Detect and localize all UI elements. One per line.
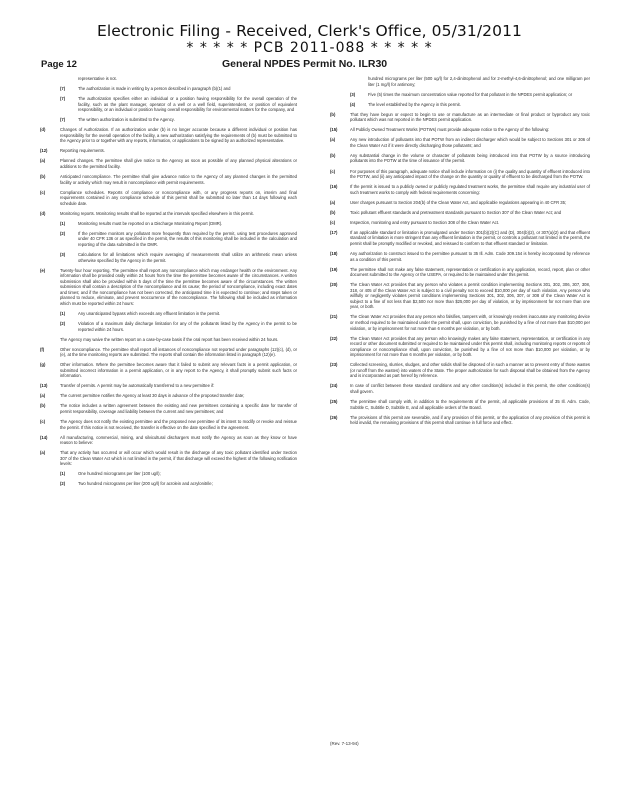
paragraph [40,321,297,332]
paragraph-marker: (f) [40,346,45,352]
revision-note: (Rev. 7-13-94) [330,741,359,746]
paragraph-text: The permittee shall not make any false statement, representation or certification in any application, record, report, plan or other document submitted to the Agency or the USEPA, or required to be maintained under this permit. [350,266,590,278]
paragraph-text: Two hundred micrograms per liter (200 ug/l) for acrolein and acrylonitrile; [78,481,213,487]
paragraph [40,117,297,123]
paragraph-text: Reporting requirements. [60,148,105,154]
paragraph-text: Other information. Where the permittee becomes aware that it failed to submit any relevant facts in a permit application, or submitted incorrect information in a permit application, or in any report to the Agency, it shall promptly submit such facts or information. [60,362,297,379]
paragraph-marker: (7) [60,117,66,123]
paragraph [40,76,297,82]
paragraph [40,148,297,154]
paragraph-text: Violation of a maximum daily discharge limitation for any of the pollutants listed by the Agency in the permit to be reported within 24 hours. [78,321,297,332]
paragraph-text: All Publicly Owned Treatment Works (POTWs) must provide adequate notice to the Agency of the following: [350,127,550,133]
paragraph-text: The Agency does not notify the existing permittee and the proposed new permittee of its intent to modify or revoke and reissue the permit. If this notice is not received, the transfer is effective on the date specified in the agreement. [60,419,297,430]
right-text-column [330,76,590,430]
paragraph [330,169,590,180]
paragraph-marker: (7) [60,86,66,92]
paragraph [330,220,590,226]
paragraph-text: The current permittee notifies the Agency at least 30 days in advance of the proposed transfer date; [60,393,245,399]
paragraph [330,92,590,98]
paragraph-text: Five (5) times the maximum concentration value reported for that pollutant in the NPDES permit application; or [368,91,573,97]
paragraph-marker: (25) [330,398,338,404]
paragraph [330,336,590,358]
paragraph-marker: (12) [40,148,48,154]
paragraph [330,383,590,394]
paragraph [40,190,297,207]
paragraph-marker: (c) [330,219,336,225]
paragraph [40,211,297,217]
paragraph-marker: (21) [330,314,338,320]
paragraph-marker: (3) [350,91,356,97]
paragraph [330,210,590,216]
paragraph-text: In case of conflict between these standard conditions and any other condition(s) included in this permit, the other condition(s) shall govern. [350,383,590,394]
paragraph-text: Planned changes. The permittee shall give notice to the Agency as soon as possible of any planned physical alterations or additions to the permitted facility. [60,158,297,170]
paragraph-text: All manufacturing, commercial, mining, and silvicultural dischargers must notify the Agency as soon as they know or have reason to believe: [60,434,297,446]
paragraph-marker: (b) [40,403,46,409]
paragraph-text: User charges pursuant to Section 204(b) of the Clean Water Act, and applicable regulations appearing in 40 CFR 35; [350,199,567,205]
paragraph-text: The written authorization is submitted to the Agency. [78,117,175,123]
paragraph-marker: (13) [40,383,48,389]
paragraph-marker: (1) [60,310,66,316]
paragraph [330,184,590,195]
paragraph [40,221,297,227]
paragraph-marker: (a) [330,137,336,143]
paragraph [40,86,297,92]
paragraph-text: Toxic pollutant effluent standards and pretreatment standards pursuant to Section 307 of the Clean Water Act; and [350,209,562,215]
paragraph-marker: (g) [40,362,46,368]
page-title: General NPDES Permit No. ILR30 [222,58,388,70]
paragraph-text: hundred micrograms per liter (500 ug/l) for 2,4-dinitrophenol and for 2-methyl-4,6-dinitrophenol; and one milligram per liter (1 mg/l) for antimony; [368,76,590,87]
paragraph-text: The Agency may waive the written report on a case-by-case basis if the oral report has been received within 24 hours. [60,336,279,342]
paragraph [330,200,590,206]
paragraph-text: The notice includes a written agreement between the existing and new permittees containing a specific date for transfer of permit responsibility, coverage and liability between the current and new permittees; and [60,403,297,415]
paragraph-text: The provisions of this permit are severable, and if any provision of this permit, or the application of any provision of this permit is held invalid, the remaining provisions of this permit shall continue in full force and effect. [350,414,590,426]
paragraph [330,267,590,278]
paragraph-marker: (d) [40,210,46,216]
paragraph [330,399,590,410]
paragraph-marker: (b) [330,152,336,158]
paragraph-marker: (2) [60,321,66,326]
paragraph-marker: (14) [40,434,48,440]
paragraph-text: Other noncompliance. The permittee shall report all instances of noncompliance not reported under paragraphs (12)(c), (d), or (e), at the time monitoring reports are submitted. The reports shall contain the information listed in paragraph (12)(e). [60,346,297,358]
paragraph [40,311,297,317]
paragraph [40,231,297,248]
paragraph-marker: (23) [330,362,338,368]
paragraph-text: Monitoring reports. Monitoring results shall be reported at the intervals specified elsewhere in this permit. [60,210,254,216]
paragraph-marker: (26) [330,414,338,420]
paragraph-text: The authorization is made in writing by a person described in paragraph (b)(1) and [78,86,231,92]
paragraph-text: Any new introduction of pollutants into that POTW from an indirect discharger which would be subject to Sections 301 or 306 of the Clean Water Act if it were directly discharging those pollutants; and [350,137,590,148]
paragraph-text: Twenty-four hour reporting. The permittee shall report any noncompliance which may endanger health or the environment. Any information shall be provided orally within 24 hours from the time the permittee becomes aware of the circumstances. A written submission shall also be provided within 5 days of the time the permittee becomes aware of the circumstances. The written submission shall contain a description of the noncompliance and its cause; the period of noncompliance, including exact dates and times; and if the noncompliance has not been corrected, the anticipated time it is expected to continue; and steps taken or planned to reduce, eliminate, and prevent reoccurrence of the noncompliance. The following shall be included as information which must be reported within 24 hours: [60,267,297,306]
paragraph [330,76,590,87]
paragraph [40,127,297,144]
paragraph [330,102,590,108]
paragraph-marker: (24) [330,383,338,389]
paragraph-text: The Clean Water Act provides that any person who knowingly makes any false statement, representation, or certification in any record or other document submitted or required to be maintained under this permit shall, including monitoring reports or reports of compliance or noncompliance shall, upon conviction, be punished by a fine of not more than $10,000 per violation, or by imprisonment for not more than 6 months per violation, or by both. [350,335,590,358]
paragraph-marker: (1) [60,220,66,226]
paragraph-marker: (7) [60,96,66,102]
paragraph [330,314,590,331]
paragraph-marker: (c) [40,189,46,195]
paragraph-text: Any authorization to construct issued to the permittee pursuant to 35 Ill. Adm. Code 309.154 is hereby incorporated by reference as a condition of this permit. [350,250,590,262]
paragraph-marker: (3) [60,252,66,258]
paragraph-marker: (a) [40,450,46,456]
paragraph-text: The Clean Water Act provides that any person who violates a permit condition implementing Sections 301, 302, 306, 307, 308, 318, or 405 of the Clean Water Act is subject to a civil penalty not to exceed $10,000 per day of such violation. Any person who willfully or negligently violates permit conditions implementing Sections 301, 302, 306, 307, or 308 of the Clean Water Act is subject to a fine of not less than $2,500 nor more than $25,000 per day of violation, or by imprisonment for not more than one year, or both. [350,282,590,310]
paragraph [330,112,590,123]
paragraph-marker: (1) [60,471,66,477]
paragraph-text: Anticipated noncompliance. The permittee shall give advance notice to the Agency of any planned changes in the permitted facility or activity which may result in noncompliance with permit requirements. [60,174,297,185]
paragraph [330,362,590,379]
paragraph-marker: (20) [330,282,338,288]
paragraph-marker: (b) [330,111,336,117]
paragraph-text: Collected screening, slurries, sludges, and other solids shall be disposed of in such a manner as to prevent entry of those wastes (or runoff from the wastes) into waters of the State. The proper authorization for such disposal shall be obtained from the Agency and is incorporated as part hereof by reference. [350,362,590,379]
paragraph-text: Inspection, monitoring and entry pursuant to Section 308 of the Clean Water Act. [350,219,500,225]
paragraph [330,415,590,426]
paragraph [330,127,590,133]
paragraph-marker: (b) [40,174,46,180]
paragraph-marker: (d) [40,127,46,133]
paragraph-marker: (18) [330,250,338,256]
paragraph-marker: (a) [330,199,336,205]
paragraph [330,230,590,247]
paragraph-marker: (17) [330,229,338,235]
paragraph [40,419,297,430]
paragraph-marker: (c) [40,419,46,425]
paragraph-text: Calculations for all limitations which require averaging of measurements shall utilize an arithmetic mean unless otherwise specified by the Agency in the permit. [78,252,297,263]
paragraph-text: If the permittee monitors any pollutant more frequently than required by the permit, using test procedures approved under 40 CFR 136 or as specified in the permit, the results of this monitoring shall be included in the calculation and reporting of the data submitted in the DMR. [78,230,297,247]
paragraph-text: Any unanticipated bypass which exceeds any effluent limitation in the permit. [78,310,221,316]
paragraph-text: The permittee shall comply with, in addition to the requirements of the permit, all applicable provisions of 35 Ill. Adm. Code, Subtitle C, Subtitle D, Subtitle E, and all applicable orders of the Board. [350,398,590,410]
paragraph-text: For purposes of this paragraph, adequate notice shall include information on (i) the quality and quantity of effluent introduced into the POTW, and (ii) any anticipated impact of the change on the quantity or quality of effluent to be discharged from the POTW. [350,168,590,180]
paragraph [40,347,297,358]
paragraph-text: representative is not. [78,76,117,81]
paragraph-text: The level established by the Agency in this permit. [368,101,461,107]
paragraph [40,450,297,467]
paragraph-text: If an applicable standard or limitation is promulgated under Section 301(b)(2)(C) and (D), 304(b)(2), or 307(a)(2) and that effluent standard or limitation is more stringent than any effluent limitation in the permit, or controls a pollutant not limited in the permit, the permit shall be promptly modified or revoked, and reissued to conform to that effluent standard or limitation. [350,229,590,246]
paragraph-marker: (a) [40,158,46,164]
paragraph-text: That any activity has occurred or will occur which would result in the discharge of any toxic pollutant identified under Section 307 of the Clean Water Act which is not limited in the permit, if that discharge will exceed the highest of the following notification levels: [60,450,297,467]
paragraph-text: Changes of Authorization. If an authorization under (b) is no longer accurate because a different individual or position has responsibility for the overall operation of the facility, a new authorization satisfying the requirements of (b) must be submitted to the Agency prior to or together with any reports, information, or applications to be signed by an authorized representative. [60,127,297,144]
paragraph [40,268,297,307]
paragraph-text: One hundred micrograms per liter (100 ug/l); [78,471,161,477]
paragraph-text: Monitoring results must be reported on a Discharge Monitoring Report (DMR). [78,220,223,226]
paragraph-text: The Clean Water Act provides that any person who falsifies, tampers with, or knowingly renders inaccurate any monitoring device or method required to be maintained under the permit shall, upon conviction, be punished by a fine of not more than $10,000 per violation, or by imprisonment for not more than 6 months per violation, or by both. [350,314,590,331]
paragraph-marker: (a) [40,393,46,399]
filing-stamp-line2: * * * * * PCB 2011-088 * * * * * [186,40,433,56]
paragraph-marker: (2) [60,481,66,487]
paragraph [330,137,590,148]
paragraph-marker: (2) [60,230,66,236]
filing-stamp-line1: Electronic Filing - Received, Clerk's Office, 05/31/2011 [96,22,523,40]
paragraph [40,481,297,487]
paragraph-text: The authorization specifies either an individual or a position having responsibility for the overall operation of the facility, such as the plant manager, operator of a well or a well field, superintendent, or position of equivalent responsibility, or an individual or position having overall responsibility for environmental matters for the company, and [78,96,297,113]
paragraph-text: That they have begun or expect to begin to use or manufacture as an intermediate or final product or byproduct any toxic pollutant which was not reported in the NPDES permit application. [350,111,590,123]
paragraph [330,153,590,164]
paragraph-marker: (4) [350,101,356,107]
paragraph [40,158,297,169]
paragraph [40,362,297,379]
paragraph-text: Any substantial change in the volume or character of pollutants being introduced into that POTW by a source introducing pollutants into the POTW at the time of issuance of the permit. [350,152,590,164]
paragraph-text: Compliance schedules. Reports of compliance or noncompliance with, or any progress reports on, interim and final requirements contained in any compliance schedule of this permit shall be submitted no later than 14 days following each schedule date. [60,189,297,206]
paragraph [40,174,297,185]
paragraph-marker: (22) [330,335,338,341]
paragraph-marker: (b) [330,209,336,215]
page-number: Page 12 [41,59,77,70]
paragraph [40,383,297,389]
paragraph-marker: (e) [40,267,46,273]
paragraph-marker: (19) [330,266,338,272]
paragraph [40,471,297,477]
paragraph [40,403,297,414]
paragraph [330,282,590,310]
paragraph-marker: (16) [330,184,338,190]
paragraph [40,393,297,399]
paragraph [40,252,297,263]
paragraph-text: If the permit is issued to a publicly owned or publicly regulated treatment works, the permittee shall require any industrial user of such treatment works to comply with federal requirements concerning: [350,184,590,195]
paragraph-marker: (c) [330,168,336,174]
paragraph [40,435,297,446]
paragraph-text: Transfer of permits. A permit may be automatically transferred to a new permittee if: [60,383,215,389]
paragraph [330,251,590,262]
paragraph [40,337,297,343]
paragraph [40,96,297,113]
left-text-column [40,76,297,491]
paragraph-marker: (15) [330,127,338,133]
